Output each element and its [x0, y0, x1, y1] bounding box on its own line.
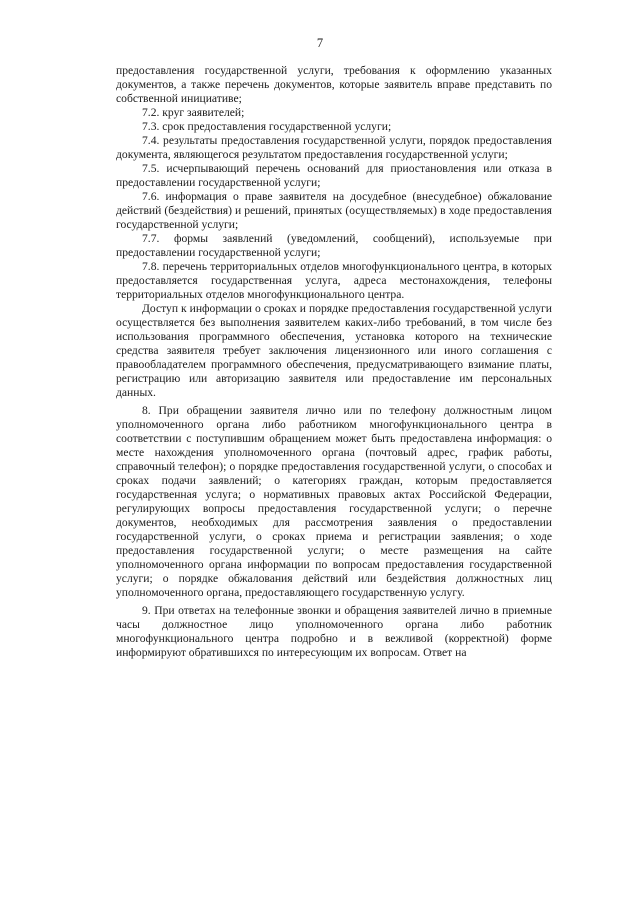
page-number: 7 — [316, 36, 324, 50]
paragraph-continuation: предоставления государственной услуги, требования к оформлению указанных документов, а также перечень документов, которые заявитель вправе представить по собственной инициативе; — [116, 64, 552, 105]
paragraph-7-8: 7.8. перечень территориальных отделов многофункционального центра, в которых предоставляется государственная услуга, адреса местонахождения, телефоны территориальных отделов многофункционального центра. — [116, 260, 552, 301]
paragraph-7-7: 7.7. формы заявлений (уведомлений, сообщений), используемые при предоставлении государственной услуги; — [116, 232, 552, 259]
paragraph-7-5: 7.5. исчерпывающий перечень оснований для приостановления или отказа в предоставлении государственной услуги; — [116, 162, 552, 189]
paragraph-access-info: Доступ к информации о сроках и порядке предоставления государственной услуги осуществляется без выполнения заявителем каких-либо требований, в том числе без использования программного обеспечения, установка которого на технические средства заявителя требует заключения лицензионного или иного соглашения с правообладателем программного обеспечения, предусматривающего взимание платы, регистрацию или авторизацию заявителя или предоставление им персональных данных. — [116, 302, 552, 399]
paragraph-7-2: 7.2. круг заявителей; — [142, 106, 245, 119]
paragraph-7-3: 7.3. срок предоставления государственной услуги; — [142, 120, 392, 133]
paragraph-7-6: 7.6. информация о праве заявителя на досудебное (внесудебное) обжалование действий (бездействия) и решений, принятых (осуществляемых) в ходе предоставления государственной услуги; — [116, 190, 552, 231]
document-body — [116, 64, 552, 660]
paragraph-7-4: 7.4. результаты предоставления государственной услуги, порядок предоставления документа, являющегося результатом предоставления государственной услуги; — [116, 134, 552, 161]
paragraph-8: 8. При обращении заявителя лично или по телефону должностным лицом уполномоченного органа либо работником многофункционального центра в соответствии с поступившим обращением может быть предоставлена информация: о месте нахождения уполномоченного органа (почтовый адрес, график работы, справочный телефон); о порядке предоставления государственной услуги, о способах и сроках подачи заявлений; о категориях граждан, которым предоставляется государственная услуга; о нормативных правовых актах Российской Федерации, регулирующих вопросы предоставления государственной услуги; о перечне документов, необходимых для рассмотрения заявления о предоставлении государственной услуги, о сроках приема и регистрации заявления; о ходе предоставления государственной услуги; о месте размещения на сайте уполномоченного органа информации по вопросам предоставления государственной услуги; о порядке обжалования действий или бездействия должностных лиц уполномоченного органа, предоставляющего государственную услугу. — [116, 404, 552, 599]
paragraph-9: 9. При ответах на телефонные звонки и обращения заявителей лично в приемные часы должностное лицо уполномоченного органа либо работник многофункционального центра подробно и в вежливой (корректной) форме информируют обратившихся по интересующим их вопросам. Ответ на — [116, 604, 552, 659]
